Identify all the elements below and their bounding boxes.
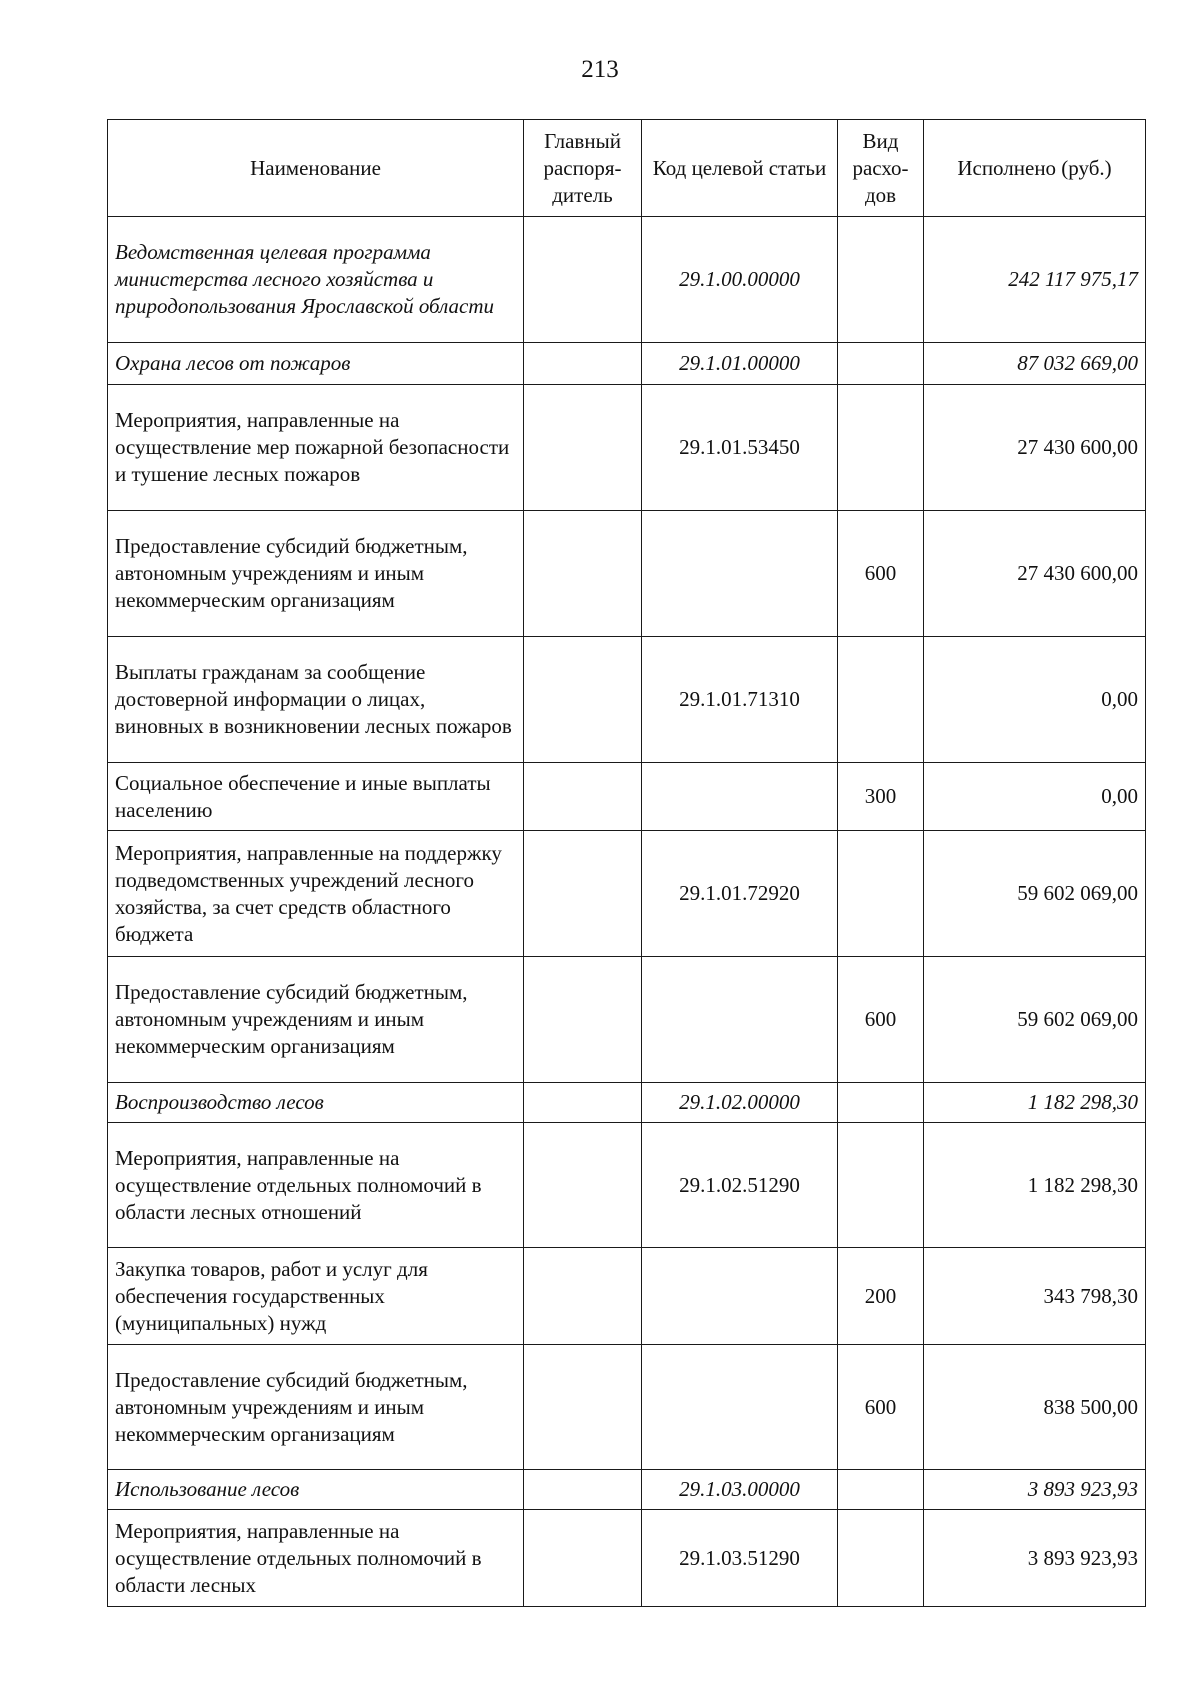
row-kind: [838, 1123, 924, 1248]
row-manager: [524, 637, 642, 763]
row-code: [642, 763, 838, 831]
table-row: [108, 1083, 1146, 1123]
row-manager: [524, 957, 642, 1083]
table-row: [108, 1123, 1146, 1248]
row-code: [642, 511, 838, 637]
row-amount: 27 430 600,00: [924, 511, 1146, 637]
row-kind: [838, 1083, 924, 1123]
page-number: 213: [581, 56, 619, 83]
row-name: Ведомственная целевая программа министерства лесного хозяйства и природопользования Ярославской области: [108, 217, 524, 343]
row-amount: 3 893 923,93: [924, 1510, 1146, 1607]
row-kind: 600: [838, 1345, 924, 1470]
row-kind: [838, 637, 924, 763]
row-code: [642, 1248, 838, 1345]
row-name: Выплаты гражданам за сообщение достоверной информации о лицах, виновных в возникновении лесных пожаров: [108, 637, 524, 763]
row-name: Предоставление субсидий бюджетным, автономным учреждениям и иным некоммерческим организациям: [108, 511, 524, 637]
row-code: 29.1.01.72920: [642, 831, 838, 957]
row-code: [642, 1345, 838, 1470]
row-amount: 0,00: [924, 637, 1146, 763]
column-header-code: Код целевой статьи: [642, 120, 838, 217]
table-header-row: [108, 120, 1146, 217]
row-name: Мероприятия, направленные на поддержку подведомственных учреждений лесного хозяйства, за счет средств областного бюджета: [108, 831, 524, 957]
row-amount: 343 798,30: [924, 1248, 1146, 1345]
row-code: 29.1.03.00000: [642, 1470, 838, 1510]
row-manager: [524, 1345, 642, 1470]
row-manager: [524, 343, 642, 385]
table-row: [108, 763, 1146, 831]
table-row: [108, 343, 1146, 385]
row-manager: [524, 1248, 642, 1345]
row-kind: 600: [838, 511, 924, 637]
row-name: Предоставление субсидий бюджетным, автономным учреждениям и иным некоммерческим организациям: [108, 957, 524, 1083]
row-amount: 1 182 298,30: [924, 1083, 1146, 1123]
column-header-kind: Вид расхо-дов: [838, 120, 924, 217]
row-kind: [838, 831, 924, 957]
row-code: 29.1.01.71310: [642, 637, 838, 763]
row-kind: [838, 343, 924, 385]
row-kind: [838, 385, 924, 511]
row-manager: [524, 385, 642, 511]
row-amount: 59 602 069,00: [924, 957, 1146, 1083]
row-code: 29.1.01.00000: [642, 343, 838, 385]
row-name: Предоставление субсидий бюджетным, автономным учреждениям и иным некоммерческим организациям: [108, 1345, 524, 1470]
row-amount: 838 500,00: [924, 1345, 1146, 1470]
row-code: [642, 957, 838, 1083]
row-amount: 0,00: [924, 763, 1146, 831]
row-manager: [524, 1470, 642, 1510]
row-amount: 59 602 069,00: [924, 831, 1146, 957]
row-amount: 27 430 600,00: [924, 385, 1146, 511]
row-name: Социальное обеспечение и иные выплаты населению: [108, 763, 524, 831]
table-row: [108, 1470, 1146, 1510]
row-code: 29.1.02.00000: [642, 1083, 838, 1123]
row-code: 29.1.00.00000: [642, 217, 838, 343]
row-manager: [524, 1510, 642, 1607]
row-name: Мероприятия, направленные на осуществление отдельных полномочий в области лесных: [108, 1510, 524, 1607]
row-kind: 200: [838, 1248, 924, 1345]
row-kind: [838, 217, 924, 343]
row-kind: [838, 1510, 924, 1607]
table-row: [108, 1248, 1146, 1345]
column-header-amount: Исполнено (руб.): [924, 120, 1146, 217]
row-kind: [838, 1470, 924, 1510]
table-row: [108, 1345, 1146, 1470]
row-kind: 300: [838, 763, 924, 831]
row-kind: 600: [838, 957, 924, 1083]
row-code: 29.1.03.51290: [642, 1510, 838, 1607]
table-row: [108, 637, 1146, 763]
row-manager: [524, 1083, 642, 1123]
row-manager: [524, 511, 642, 637]
row-manager: [524, 831, 642, 957]
row-amount: 87 032 669,00: [924, 343, 1146, 385]
table-row: [108, 217, 1146, 343]
table-row: [108, 957, 1146, 1083]
row-name: Охрана лесов от пожаров: [108, 343, 524, 385]
row-name: Воспроизводство лесов: [108, 1083, 524, 1123]
row-name: Мероприятия, направленные на осуществление отдельных полномочий в области лесных отношений: [108, 1123, 524, 1248]
row-amount: 242 117 975,17: [924, 217, 1146, 343]
table-row: [108, 385, 1146, 511]
column-header-name: Наименование: [108, 120, 524, 217]
row-name: Закупка товаров, работ и услуг для обеспечения государственных (муниципальных) нужд: [108, 1248, 524, 1345]
row-name: Мероприятия, направленные на осуществление мер пожарной безопасности и тушение лесных пожаров: [108, 385, 524, 511]
row-name: Использование лесов: [108, 1470, 524, 1510]
expenditure-table: [107, 119, 1146, 1607]
row-manager: [524, 763, 642, 831]
column-header-manager: Главный распоря-дитель: [524, 120, 642, 217]
row-manager: [524, 217, 642, 343]
table-row: [108, 1510, 1146, 1607]
table-row: [108, 831, 1146, 957]
row-code: 29.1.02.51290: [642, 1123, 838, 1248]
row-manager: [524, 1123, 642, 1248]
table-row: [108, 511, 1146, 637]
row-code: 29.1.01.53450: [642, 385, 838, 511]
row-amount: 1 182 298,30: [924, 1123, 1146, 1248]
row-amount: 3 893 923,93: [924, 1470, 1146, 1510]
